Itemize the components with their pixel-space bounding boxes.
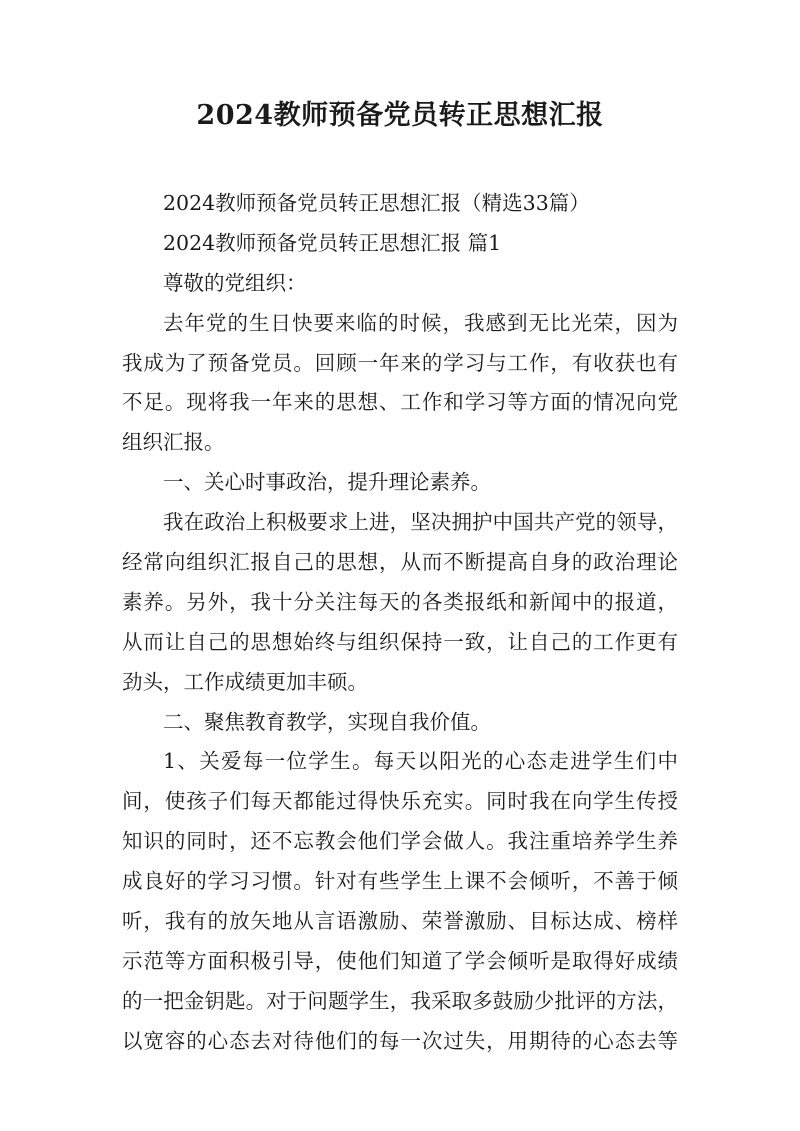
paragraph-line: 不足。现将我一年来的思想、工作和学习等方面的情况向党 (122, 390, 678, 415)
paragraph-line: 去年党的生日快要来临的时候，我感到无比光荣，因为 (163, 310, 678, 335)
paragraph-line: 组织汇报。 (122, 430, 225, 455)
paragraph-line: 劲头，工作成绩更加丰硕。 (122, 669, 368, 694)
subheading: 一、关心时事政治，提升理论素养。 (163, 470, 491, 495)
paragraph-line: 间，使孩子们每天都能过得快乐充实。同时我在向学生传授 (122, 789, 678, 814)
paragraph-line: 示范等方面积极引导，使他们知道了学会倾听是取得好成绩 (122, 948, 678, 973)
paragraph-line: 1、关爱每一位学生。每天以阳光的心态走进学生们中 (163, 749, 678, 774)
paragraph-line: 成良好的学习习惯。针对有些学生上课不会倾听，不善于倾 (122, 869, 678, 894)
paragraph-line: 我在政治上积极要求上进，坚决拥护中国共产党的领导， (163, 510, 678, 535)
paragraph-line: 从而让自己的思想始终与组织保持一致，让自己的工作更有 (122, 629, 678, 654)
paragraph-line: 知识的同时，还不忘教会他们学会做人。我注重培养学生养 (122, 829, 678, 854)
subtitle-line: 2024教师预备党员转正思想汇报（精选33篇） (163, 191, 590, 215)
paragraph-line: 经常向组织汇报自己的思想，从而不断提高自身的政治理论 (122, 550, 678, 575)
subheading: 二、聚焦教育教学，实现自我价值。 (163, 709, 491, 734)
salutation: 尊敬的党组织： (163, 270, 307, 295)
document-body (122, 184, 678, 1062)
paragraph-line: 听，我有的放矢地从言语激励、荣誉激励、目标达成、榜样 (122, 909, 678, 934)
section-heading: 2024教师预备党员转正思想汇报 篇1 (163, 230, 502, 255)
document-title: 2024教师预备党员转正思想汇报 (196, 100, 604, 131)
paragraph-line: 素养。另外，我十分关注每天的各类报纸和新闻中的报道， (122, 589, 678, 614)
paragraph-line: 我成为了预备党员。回顾一年来的学习与工作，有收获也有 (122, 350, 678, 375)
paragraph-line: 以宽容的心态去对待他们的每一次过失，用期待的心态去等 (122, 1028, 678, 1053)
paragraph-line: 的一把金钥匙。对于问题学生，我采取多鼓励少批评的方法， (122, 988, 678, 1013)
